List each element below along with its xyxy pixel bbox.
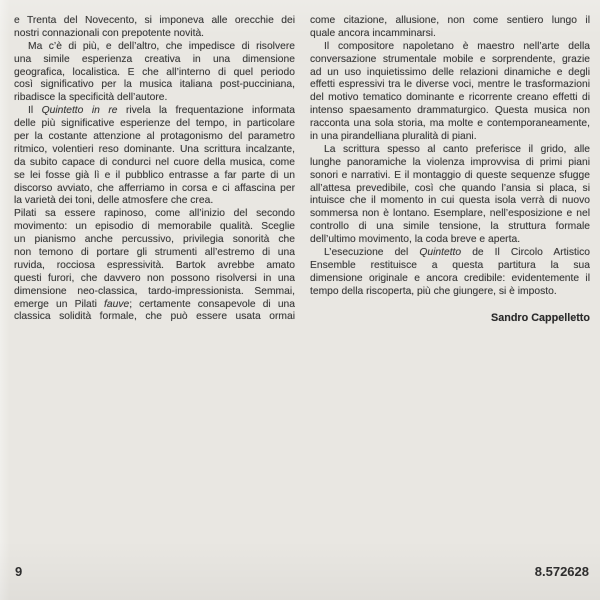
text-line: per la costante attenzione al protagonismo del parametro xyxy=(14,131,295,143)
text-line: all’attesa prevedibile, così che quando l’ansia si placa, si xyxy=(310,182,590,194)
text-line: Ensemble restituisce a questa partitura la sua xyxy=(310,259,590,271)
text-line: questi furori, che davvero non possono risolversi in una xyxy=(14,272,295,284)
text-line: Ma c’è di più, e dell’altro, che impedisce di risolvere xyxy=(28,40,295,52)
paragraph xyxy=(14,208,295,324)
text-line: classica solidità formale, che può essere usata ormai xyxy=(14,311,295,323)
text-line: movimento: un episodio di memorabile qualità. Sceglie xyxy=(14,221,295,233)
footer xyxy=(0,564,600,580)
text-line: La scrittura spesso al canto preferisce il grido, alle xyxy=(324,143,590,155)
catalog-number: 8.572628 xyxy=(534,564,589,579)
text-line: come citazione, allusione, non come sentiero lungo il xyxy=(310,15,590,26)
paragraph xyxy=(310,247,590,299)
text-line: del motivo tematico dominante e ricorrente creano effetti di xyxy=(310,92,590,104)
text-line: dimensione neo-classica, tardo-impressionista. Semmai, xyxy=(14,285,295,297)
text-line: un pianismo anche percussivo, privilegia sonorità che xyxy=(14,234,295,246)
text-line: sommersa non è lontano. Esemplare, nell’esposizione e nel xyxy=(310,208,590,220)
text-line: emerge un Pilati fauve; certamente consapevole di una xyxy=(14,298,295,310)
text-line: e Trenta del Novecento, si imponeva alle orecchie dei xyxy=(14,15,295,26)
text-line: ritmico, volentieri reso dominante. Una scrittura incalzante, xyxy=(14,143,295,155)
text-line: la varietà dei toni, delle atmosfere che crea. xyxy=(14,195,214,207)
text-column-left xyxy=(14,15,295,324)
text-line: Pilati sa essere rapinoso, come all’inizio del secondo xyxy=(14,208,295,220)
paragraph xyxy=(14,105,295,208)
text-line: una simile esperienza creativa in una dimensione xyxy=(14,53,295,65)
text-line: racconta una sola storia, ma molte e contemporaneamente, xyxy=(310,118,590,130)
text-line: sonori e narrativi. E il montaggio di queste sequenze sfugge xyxy=(310,169,590,181)
text-line: geografica, localistica. E che all’interno di quel periodo xyxy=(14,66,295,78)
text-line: effetti espressivi tra le diverse voci, mentre le trasformazioni xyxy=(310,79,590,91)
text-column-right xyxy=(310,15,590,325)
author-signature: Sandro Cappelletto xyxy=(491,311,590,324)
text-line: controllo di una simile tensione, la struttura formale xyxy=(310,221,590,233)
text-line: non temono di portare gli strumenti all’estremo di una xyxy=(14,247,295,259)
text-line: da subito capace di condurci nel cuore della musica, come xyxy=(14,156,295,168)
paragraph xyxy=(310,41,590,144)
text-line: ad un uso inquietissimo delle relazioni dinamiche e degli xyxy=(310,66,590,78)
text-line: lunghe panoramiche la violenza improvvisa di primi piani xyxy=(310,156,590,168)
text-line: L’esecuzione del Quintetto de Il Circolo Artistico xyxy=(324,247,590,259)
text-line: intenso spaesamento drammaturgico. Questa musica non xyxy=(310,105,590,117)
text-line: se lei fosse già lì e il pubblico entrasse a far parte di un xyxy=(14,169,295,181)
text-line: intuisce che il momento in cui questa isola verrà di nuovo xyxy=(310,195,590,207)
text-line: nostri connazionali con prepotente novità. xyxy=(14,27,205,39)
paragraph xyxy=(14,41,295,105)
paragraph xyxy=(14,15,295,41)
text-line: Il Quintetto in re rivela la frequentazione informata xyxy=(28,105,295,117)
text-line: delle più significative esperienze del tempo, in particolare xyxy=(14,118,295,130)
paragraph xyxy=(310,144,590,247)
text-line: quale ancora incamminarsi. xyxy=(310,27,436,39)
text-line: Il compositore napoletano è maestro nell’arte della xyxy=(324,40,590,52)
text-line: dell’ultimo movimento, la coda breve e aperta. xyxy=(310,234,521,246)
text-line: così significativo per la musica italiana post-pucciniana, xyxy=(14,79,295,91)
text-line: discorso avviato, che afferriamo in corsa e ci affascina per xyxy=(14,182,295,194)
paragraph xyxy=(310,15,590,41)
text-line: dimensione originale e ancora credibile: evidentemente il xyxy=(310,272,590,284)
text-line: ruvida, rocciosa espressività. Bartok avrebbe amato xyxy=(14,259,295,271)
text-line: conversazione strumentale mobile e sorprendente, grazie xyxy=(310,53,590,65)
text-line: tempo della riscoperta, più che giungere, si è imposto. xyxy=(310,285,557,297)
page-number: 9 xyxy=(15,564,23,579)
text-line: in una pirandelliana pluralità di piani. xyxy=(310,131,477,143)
text-line: ribadisce la specificità dell’autore. xyxy=(14,92,168,104)
